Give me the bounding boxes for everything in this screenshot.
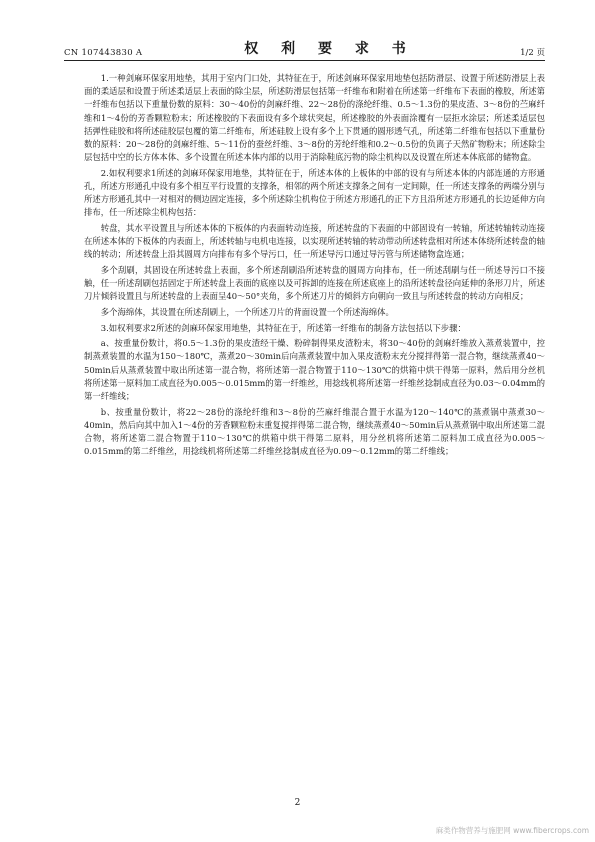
claims-body xyxy=(84,72,545,782)
document-title: 权 利 要 求 书 xyxy=(244,41,415,57)
page-info: 1/2 页 xyxy=(520,48,545,58)
claim-paragraph: 2.如权利要求1所述的剑麻环保家用地垫，其特征在于，所述本体的上板体的中部的设有与所述本体的内部连通的方形通孔，所述方形通孔中设有多个相互平行设置的支撑条，相邻的两个所述支撑条之间有一定间隙，任一所述支撑条的两端分别与所述方形通孔其中一对相对的侧边固定连接，多个所述除尘机构位于所述方形通孔的正下方且沿所述方形通孔的长边延伸方向排布，任一所述除尘机构包括： xyxy=(84,167,545,218)
page-header xyxy=(64,36,545,61)
patent-number: CN 107443830 A xyxy=(64,48,143,58)
claim-paragraph: 转盘，其水平设置且与所述本体的下板体的内表面转动连接，所述转盘的下表面的中部固设有一转轴，所述转轴转动连接在所述本体的下板体的内表面上，所述转轴与电机电连接，以实现所述转轴的转动带动所述转盘相对所述本体绕所述转盘的轴线的转动；所述转盘上沿其圆周方向排布有多个导污口，任一所述导污口通过导污管与所述储物盒连通； xyxy=(84,223,545,260)
claim-paragraph: b、按重量份数计，将22～28份的涤纶纤维和3～8份的苎麻纤维混合置于水温为120～140℃的蒸煮锅中蒸煮30～40min，然后向其中加入1～4份的芳香颗粒粉末重复搅拌得第二混合物，继续蒸煮40～50min后从蒸煮锅中取出所述第二混合物，将所述第二混合物置于110～130℃的烘箱中烘干得第二原料，用分丝机将所述第二原料加工成直径为0.005～0.015mm的第二纤维丝，用捻线机将所述第二纤维丝捻制成直径为0.09～0.12mm的第二纤维线； xyxy=(84,406,545,457)
claim-paragraph: 3.如权利要求2所述的剑麻环保家用地垫，其特征在于，所述第一纤维布的制备方法包括以下步骤： xyxy=(100,322,466,333)
claim-paragraph: 多个海绵体，其设置在所述刮刷上，一个所述刀片的背面设置一个所述海绵体。 xyxy=(100,307,394,318)
claim-paragraph: 多个刮刷，其固设在所述转盘上表面，多个所述刮刷沿所述转盘的圆周方向排布，任一所述刮刷与任一所述导污口不接触，任一所述刮刷包括固定于所述转盘上表面的底座以及可拆卸的连接在所述底座上的沿所述转盘径向延伸的条形刀片，所述刀片倾斜设置且与所述转盘的上表面呈40～50°夹角，多个所述刀片的倾斜方向朝向一致且与所述转盘的转动方向相反； xyxy=(84,265,545,302)
claim-paragraph: 1.一种剑麻环保家用地垫，其用于室内门口处，其特征在于，所述剑麻环保家用地垫包括防滑层、设置于所述防滑层上表面的柔适层和设置于所述柔适层上表面的除尘层，所述防滑层包括第一纤维布和附着在所述第一纤维布下表面的橡胶，所述第一纤维布包括以下重量份数的原料：30～40份的剑麻纤维、22～28份的涤纶纤维、0.5～1.3份的果皮渣、3～8份的苎麻纤维和1～4份的芳香颗粒粉末；所述橡胶的下表面设有多个球状突起，所述橡胶的外表面涂覆有一层拒水涂层；所述柔适层包括弹性硅胶和将所述硅胶层包覆的第二纤维布，所述硅胶上设有多个上下贯通的圆形透气孔，所述第二纤维布包括以下重量份数的原料：20～28份的剑麻纤维、5～11份的蚕丝纤维、3～8份的芳纶纤维和0.2～0.5份的负离子天然矿物粉末；所述除尘层包括中空的长方体本体、多个设置在所述本体内部的以用于消除鞋底污物的除尘机构以及设置在所述本体底部的储物盒。 xyxy=(84,73,545,163)
claim-paragraph: a、按重量份数计，将0.5～1.3份的果皮渣经干燥、粉碎制得果皮渣粉末，将30～40份的剑麻纤维放入蒸煮装置中，控制蒸煮装置的水温为150～180℃，蒸煮20～30min后向蒸煮装置中加入果皮渣粉末充分搅拌得第一混合物，继续蒸煮40～50min后从蒸煮装置中取出所述第一混合物，将所述第一混合物置于110～130℃的烘箱中烘干得第一原料，然后用分丝机将所述第一原料加工成直径为0.005～0.015mm的第一纤维丝，用捻线机将所述第一纤维丝捻制成直径为0.03～0.04mm的第一纤维线； xyxy=(84,338,545,402)
page-number: 2 xyxy=(294,798,301,808)
site-watermark: 麻类作物营养与施肥网 www.fibercrops.com xyxy=(435,826,589,835)
